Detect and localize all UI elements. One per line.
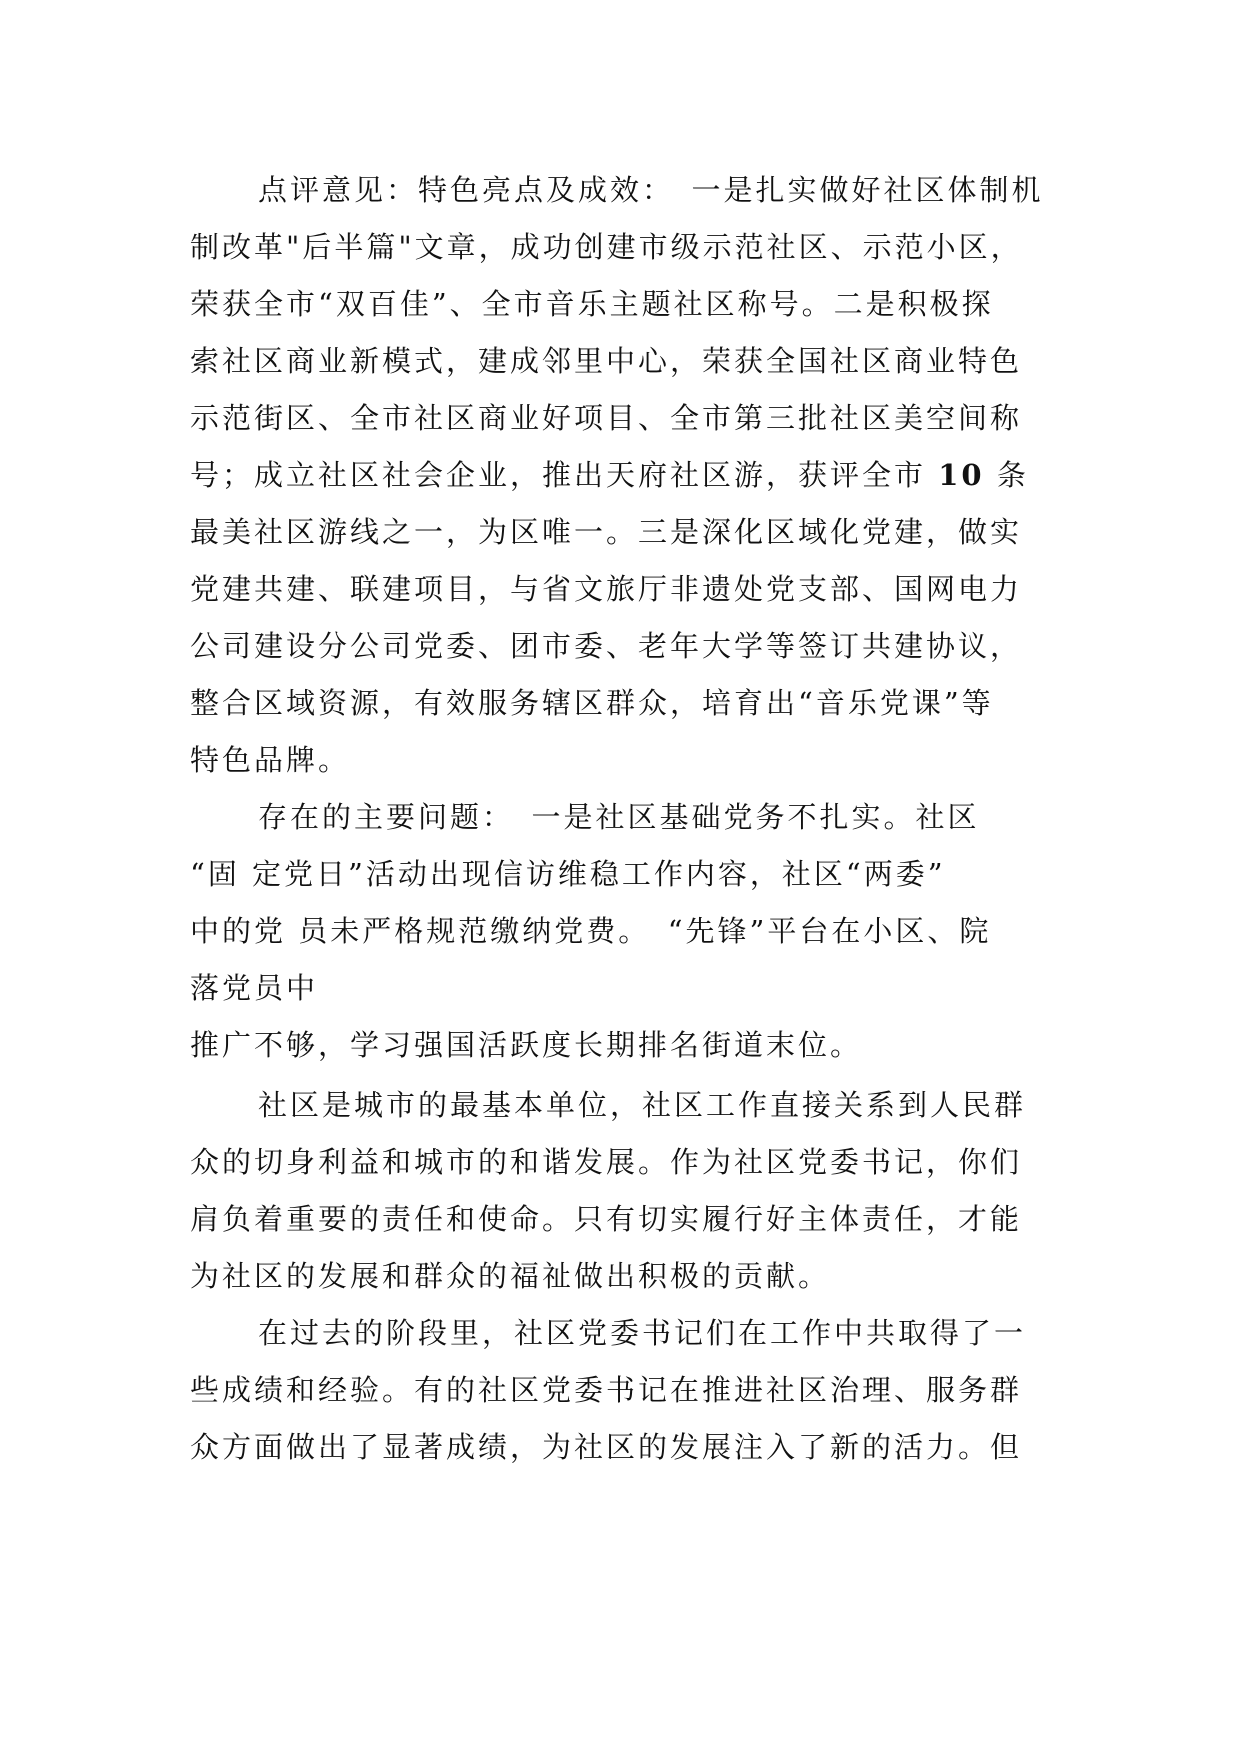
- number-text: 10: [938, 458, 985, 492]
- text-line: 为社区的发展和群众的福祉做出积极的贡献。: [190, 1259, 831, 1293]
- text-segment: 条: [996, 458, 1029, 492]
- text-line: [190, 447, 1050, 504]
- text-line: 社区是城市的最基本单位，社区工作直接关系到人民群: [258, 1088, 1027, 1122]
- text-line: 党建共建、联建项目，与省文旅厅非遗处党支部、国网电力: [190, 572, 1023, 606]
- text-line: 制改革"后半篇"文章，成功创建市级示范社区、示范小区，: [190, 230, 1023, 264]
- text-line: 众的切身利益和城市的和谐发展。作为社区党委书记，你们: [190, 1145, 1023, 1179]
- text-line: 肩负着重要的责任和使命。只有切实履行好主体责任，才能: [190, 1202, 1023, 1236]
- text-line: 最美社区游线之一，为区唯一。三是深化区域化党建，做实: [190, 515, 1023, 549]
- text-line: 些成绩和经验。有的社区党委书记在推进社区治理、服务群: [190, 1373, 1023, 1407]
- text-segment: 号；成立社区社会企业，推出天府社区游，获评全市: [190, 458, 927, 492]
- text-line: 落党员中: [190, 971, 319, 1005]
- text-line: 在过去的阶段里，社区党委书记们在工作中共取得了一: [258, 1316, 1027, 1350]
- text-line: 中的党 员未严格规范缴纳党费。 “先锋”平台在小区、院: [190, 914, 992, 948]
- paragraph-main-problems: [190, 789, 1050, 1074]
- text-line: 整合区域资源，有效服务辖区群众，培育出“音乐党课”等: [190, 686, 994, 720]
- text-line: “固 定党日”活动出现信访维稳工作内容，社区“两委”: [190, 857, 946, 891]
- text-line: 荣获全市“双百佳”、全市音乐主题社区称号。二是积极探: [190, 287, 994, 321]
- text-line: 公司建设分公司党委、团市委、老年大学等签订共建协议，: [190, 629, 1023, 663]
- text-line: 索社区商业新模式，建成邻里中心，荣获全国社区商业特色: [190, 344, 1023, 378]
- paragraph-review-comments: [190, 162, 1050, 789]
- text-line: 众方面做出了显著成绩，为社区的发展注入了新的活力。但: [190, 1430, 1023, 1464]
- text-line: 推广不够，学习强国活跃度长期排名街道末位。: [190, 1028, 863, 1062]
- text-line: 示范街区、全市社区商业好项目、全市第三批社区美空间称: [190, 401, 1023, 435]
- text-line: 点评意见：特色亮点及成效： 一是扎实做好社区体制机: [258, 173, 1044, 207]
- text-line: 特色品牌。: [190, 743, 351, 777]
- paragraph-past-achievements: [190, 1305, 1050, 1476]
- paragraph-community-role: [190, 1077, 1050, 1305]
- text-line: 存在的主要问题： 一是社区基础党务不扎实。社区: [258, 800, 980, 834]
